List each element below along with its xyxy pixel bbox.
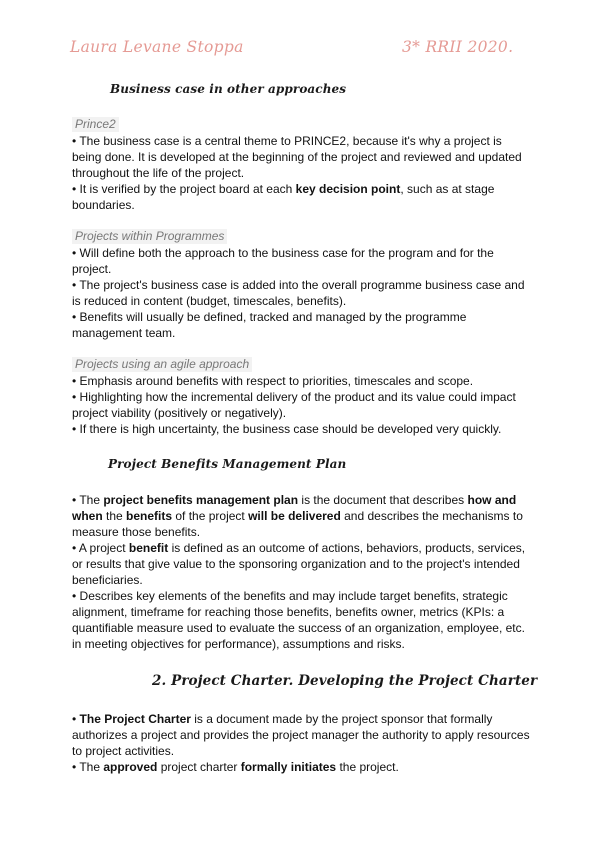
text-run: • A project — [72, 541, 129, 555]
bold-run: project benefits management plan — [103, 493, 299, 507]
bold-run: The Project Charter — [79, 712, 191, 726]
text-run: • It is verified by the project board at each — [72, 182, 296, 196]
programmes-bullet-3: • Benefits will usually be defined, tracked and managed by the programme management team. — [72, 310, 467, 340]
programmes-paragraph — [72, 245, 534, 341]
bold-run: benefit — [128, 541, 169, 555]
charter-bullet-2 — [72, 759, 534, 775]
agile-bullet-3: • If there is high uncertainty, the business case should be developed very quickly. — [72, 422, 502, 436]
agile-bullet-1: • Emphasis around benefits with respect to priorities, timescales and scope. — [72, 374, 474, 388]
text-run: of the project — [172, 509, 249, 523]
prince2-bullet-1: • The business case is a central theme to PRINCE2, because it's why a project is being done. It is developed at the beginning of the project and reviewed and updated throughout the life of the project. — [72, 134, 522, 180]
course-label: 3* RRII 2020. — [402, 38, 514, 56]
author-name: Laura Levane Stoppa — [70, 38, 244, 56]
bold-run: benefits — [126, 509, 173, 523]
benefits-bullet-3: • Describes key elements of the benefits and may include target benefits, strategic alignment, timeframe for reaching those benefits, benefits owner, metrics (KPIs: a quantifiable measure used to evaluate the success of an organization, employee, etc. in meeting objectives for performance), assumptions and risks. — [72, 589, 525, 651]
charter-bullet-1 — [72, 711, 534, 759]
text-run: • The — [72, 493, 104, 507]
subheading-programmes: Projects within Programmes — [72, 229, 227, 244]
text-run: • The — [72, 760, 104, 774]
subheading-agile: Projects using an agile approach — [72, 357, 252, 372]
benefits-bullet-1 — [72, 492, 534, 540]
text-run: , such as at stage boundaries. — [72, 182, 495, 212]
programmes-bullet-2: • The project's business case is added into the overall programme business case and is reduced in content (budget, timescales, benefits). — [72, 278, 525, 308]
text-run: the project. — [336, 760, 399, 774]
charter-paragraph — [72, 711, 534, 775]
section-heading-business-case: Business case in other approaches — [110, 82, 347, 96]
text-run: is defined as an outcome of actions, behaviors, products, services, or results that give value to the sponsoring organization and to the project's intended beneficiaries. — [72, 541, 526, 587]
bold-run: approved — [103, 760, 158, 774]
section-heading-project-charter: 2. Project Charter. Developing the Project Charter — [152, 673, 538, 689]
benefits-bullet-2 — [72, 540, 534, 588]
prince2-bullet-2 — [72, 181, 534, 213]
agile-bullet-2: • Highlighting how the incremental delivery of the product and its value could impact project viability (positively or negatively). — [72, 390, 516, 420]
text-run: project charter — [157, 760, 241, 774]
programmes-bullet-1: • Will define both the approach to the business case for the program and for the project. — [72, 246, 494, 276]
text-run: is a document made by the project sponsor that formally authorizes a project and provides the project manager the authority to apply resources to project activities. — [72, 712, 530, 758]
agile-paragraph — [72, 373, 534, 437]
text-run: and describes the mechanisms to measure those benefits. — [72, 509, 523, 539]
bold-run: how and when — [72, 493, 517, 523]
bold-run: will be delivered — [248, 509, 341, 523]
bold-run: key decision point — [295, 182, 401, 196]
text-run: the — [102, 509, 127, 523]
prince2-paragraph — [72, 133, 534, 213]
text-run: is the document that describes — [298, 493, 468, 507]
text-run: • — [72, 712, 80, 726]
subheading-prince2: Prince2 — [72, 117, 119, 132]
bold-run: formally initiates — [240, 760, 337, 774]
section-heading-benefits-plan: Project Benefits Management Plan — [108, 457, 347, 471]
benefits-paragraph — [72, 492, 534, 652]
